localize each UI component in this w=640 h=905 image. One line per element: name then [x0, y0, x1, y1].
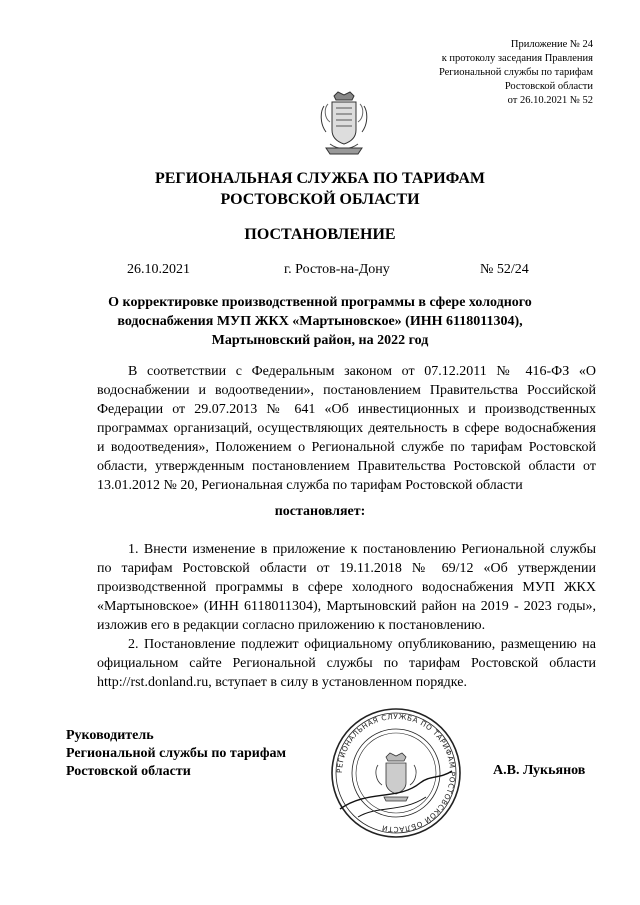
- document-number: № 52/24: [480, 262, 529, 277]
- signatory-title-line: Руководитель: [66, 728, 154, 743]
- document-subject: О корректировке производственной программы в сфере холодного водоснабжения МУП ЖКХ «Мартыновское» (ИНН 6118011304), Мартыновский район, на 2022 год: [108, 295, 532, 348]
- seal-text: РЕГИОНАЛЬНАЯ СЛУЖБА ПО ТАРИФАМ РОСТОВСКОЙ ОБЛАСТИ: [334, 711, 458, 835]
- signatory-name: А.В. Лукьянов: [493, 763, 586, 778]
- resolution-item: 1. Внести изменение в приложение к постановлению Региональной службы по тарифам Ростовской области от 19.11.2018 № 69/12 «Об утверждении производственной программы в сфере холодного водоснабжения МУП ЖКХ «Мартыновское» (ИНН 6118011304), Мартыновский район на 2019 - 2023 годы», изложив его в редакции согласно приложению к постановлению.: [97, 542, 596, 633]
- official-seal-icon: [328, 705, 464, 841]
- document-meta: [0, 262, 640, 280]
- annex-line: Ростовской области: [504, 81, 593, 92]
- document-type: ПОСТАНОВЛЕНИЕ: [244, 226, 396, 243]
- org-line: РОСТОВСКОЙ ОБЛАСТИ: [220, 191, 420, 208]
- resolution-items: [97, 540, 596, 692]
- signatory-title-line: Ростовской области: [66, 764, 191, 779]
- organization-name: [0, 168, 640, 210]
- annex-line: Региональной службы по тарифам: [438, 67, 593, 78]
- org-line: РЕГИОНАЛЬНАЯ СЛУЖБА ПО ТАРИФАМ: [154, 170, 486, 187]
- annex-line: Приложение № 24: [510, 39, 593, 50]
- coat-of-arms-icon: [318, 90, 370, 156]
- annex-note: [439, 38, 593, 108]
- annex-line: от 26.10.2021 № 52: [507, 95, 593, 106]
- preamble-section: [97, 362, 596, 495]
- document-date: 26.10.2021: [127, 262, 190, 277]
- decides-heading: постановляет:: [274, 504, 366, 519]
- preamble-paragraph: В соответствии с Федеральным законом от 07.12.2011 № 416-ФЗ «О водоснабжении и водоотведении», постановлением Правительства Российской Федерации от 29.07.2013 № 641 «Об инвестиционных и производственных программах организаций, осуществляющих деятельность в сфере водоснабжения и водоотведения», Положением о Региональной службе по тарифам Ростовской области, утвержденным постановлением Правительства Ростовской области от 13.01.2012 № 20, Региональная служба по тарифам Ростовской области: [97, 364, 596, 493]
- annex-line: к протоколу заседания Правления: [441, 53, 593, 64]
- resolution-item: 2. Постановление подлежит официальному опубликованию, размещению на официальном сайте Региональной службы по тарифам Ростовской области http://rst.donland.ru, вступает в силу в установленном порядке.: [97, 637, 596, 690]
- signatory-title-line: Региональной службы по тарифам: [66, 746, 287, 761]
- signatory-title: [66, 727, 286, 781]
- document-city: г. Ростов-на-Дону: [284, 262, 390, 277]
